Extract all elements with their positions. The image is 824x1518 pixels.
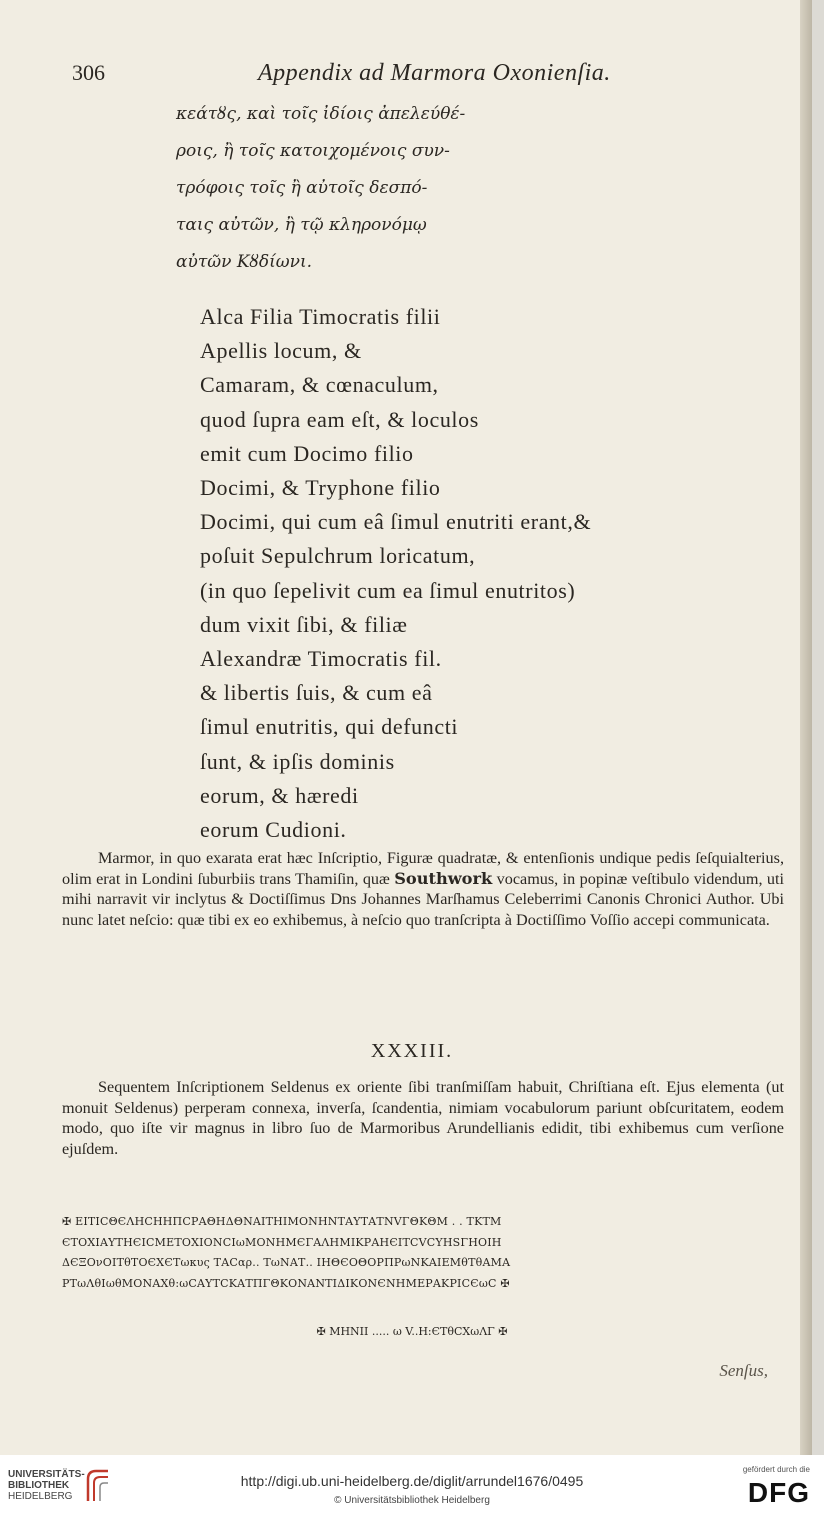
latin-line: quod ſupra eam eſt, & loculos: [200, 406, 479, 432]
library-name-line: BIBLIOTHEK: [8, 1480, 70, 1491]
latin-line: ſimul enutritis, qui defuncti: [200, 714, 459, 740]
greek-line: τρόφοις τοῖς ἢ αὐτοῖς δεσπό-: [176, 178, 428, 198]
latin-line: Docimi, qui cum eâ ſimul enutriti erant,&: [200, 509, 592, 535]
latin-line: dum vixit ſibi, & filiæ: [200, 611, 408, 637]
latin-line: ſunt, & ipſis dominis: [200, 748, 395, 774]
viewer-footer: [0, 1455, 824, 1518]
latin-line: & libertis ſuis, & cum eâ: [200, 680, 433, 706]
page-edge: [800, 0, 812, 1455]
copyright-notice: © Universitätsbibliothek Heidelberg: [334, 1495, 490, 1506]
latin-line: poſuit Sepulchrum loricatum,: [200, 543, 476, 569]
latin-line: Alca Filia Timocratis filii: [200, 304, 441, 329]
running-title: Appendix ad Marmora Oxonienſia.: [258, 60, 611, 86]
permalink-url[interactable]: http://digi.ub.uni-heidelberg.de/diglit/arrundel1676/0495: [240, 1473, 584, 1489]
dfg-logo[interactable]: DFG: [747, 1477, 810, 1508]
page-number: 306: [72, 60, 105, 85]
inscription-final-line: ✠ ΜΗΝΙΙ ..... ω V..Η:ЄΤθCΧωΛΓ ✠: [316, 1325, 508, 1338]
fraktur-word: Southwork: [394, 868, 493, 888]
dfg-caption: gefördert durch die: [742, 1465, 810, 1474]
paragraph-text: Marmor, in quo exarata erat hæc Inſcriptio, Figuræ quadratæ, & entenſionis undique pedis ſeſquialterius, olim erat in Londini ſuburbiis trans Thamiſin, quæ: [62, 849, 784, 888]
greek-line: αὐτῶν Κȣδίωνι.: [176, 252, 313, 272]
greek-line: ταις αὐτῶν, ἢ τῷ κληρονόμῳ: [176, 215, 427, 235]
inscription-line: ΡΤωΛθΙωθΜΟΝΑΧθ:ωCΑΥΤϹΚΑΤΠΓΘΚΟΝΑΝΤΙΔΙΚΟΝЄΝΗΜΕΡΑΚΡΙCЄωC ✠: [62, 1276, 510, 1290]
library-name-line: HEIDELBERG: [8, 1491, 73, 1502]
greek-line: κεάτȣς, καὶ τοῖς ἰδίοις ἀπελεύθέ-: [176, 104, 466, 124]
paragraph-text: vocamus, in popinæ veſtibulo videndum, uti mihi narravit vir inclytus & Doctiſſimus Dns Johannes Marſhamus Celeberrimi Canonis Chronici Author. Ubi nunc latet neſcio: quæ tibi ex eo exhibemus, à neſcio quo tranſcripta à Doctiſſimo Voſſio accepi communicata.: [62, 869, 784, 929]
latin-line: Camaram, & cœnaculum,: [200, 372, 439, 398]
latin-line: eorum Cudioni.: [200, 817, 347, 843]
inscription-block: [62, 1212, 784, 1294]
library-name-line: UNIVERSITÄTS-: [8, 1469, 85, 1480]
greek-text-block: [176, 96, 465, 281]
latin-line: eorum, & hæredi: [200, 782, 359, 808]
latin-translation-block: [200, 300, 591, 847]
latin-line: Alexandræ Timocratis fil.: [200, 646, 442, 672]
greek-line: ροις, ἢ τοῖς κατοιχομένοις συν-: [176, 141, 450, 161]
latin-line: Docimi, & Tryphone filio: [200, 475, 441, 501]
inscription-line: ЄΤΟΧΙΑΥΤΗЄΙCΜΕΤΟΧΙΟΝCΙωΜΟΝΗΜЄΓΑΛΗΜΙΚΡΑΗЄΙΤϹVCΥΗSΓΗΟΙΗ: [62, 1235, 502, 1249]
intro-paragraph: Sequentem Inſcriptionem Seldenus ex oriente ſibi tranſmiſſam habuit, Chriſtiana eſt. Ejus elementa (ut monuit Seldenus) perperam connexa, inverſa, ſcandentia, nimiam vocabulorum pariunt obſcuritatem, eodem modo, quo iſte vir magnus in libro ſuo de Marmoribus Arundellianis edidit, tibi exhibemus cum verſione ejuſdem.: [62, 1078, 784, 1158]
section-number: XXXIII.: [370, 1040, 454, 1062]
inscription-line: ΔЄΞΟνΟΙΤθΤΟЄΧЄΤωκυς ΤΑCαρ.. ΤωΝΑΤ.. ΙΗΘЄΟΘΟΡΠΡωΝΚΑΙΕΜθΤθΑΜΑ: [62, 1256, 511, 1269]
latin-line: emit cum Docimo filio: [200, 440, 414, 466]
latin-line: (in quo ſepelivit cum ea ſimul enutritos): [200, 577, 576, 603]
latin-line: Apellis locum, &: [200, 338, 362, 364]
inscription-line: ✠ ΕΙΤΙCΘЄΛΗCΗΗΠCΡΑΘΗΔΘΝΑΙΤΗΙΜΟΝΗΝΤΑΥΤΑΤΝVΓΘΚΘΜ . . ΤΚΤΜ: [62, 1215, 502, 1228]
commentary-paragraph: [62, 848, 784, 930]
catchword: Senſus,: [719, 1361, 768, 1380]
